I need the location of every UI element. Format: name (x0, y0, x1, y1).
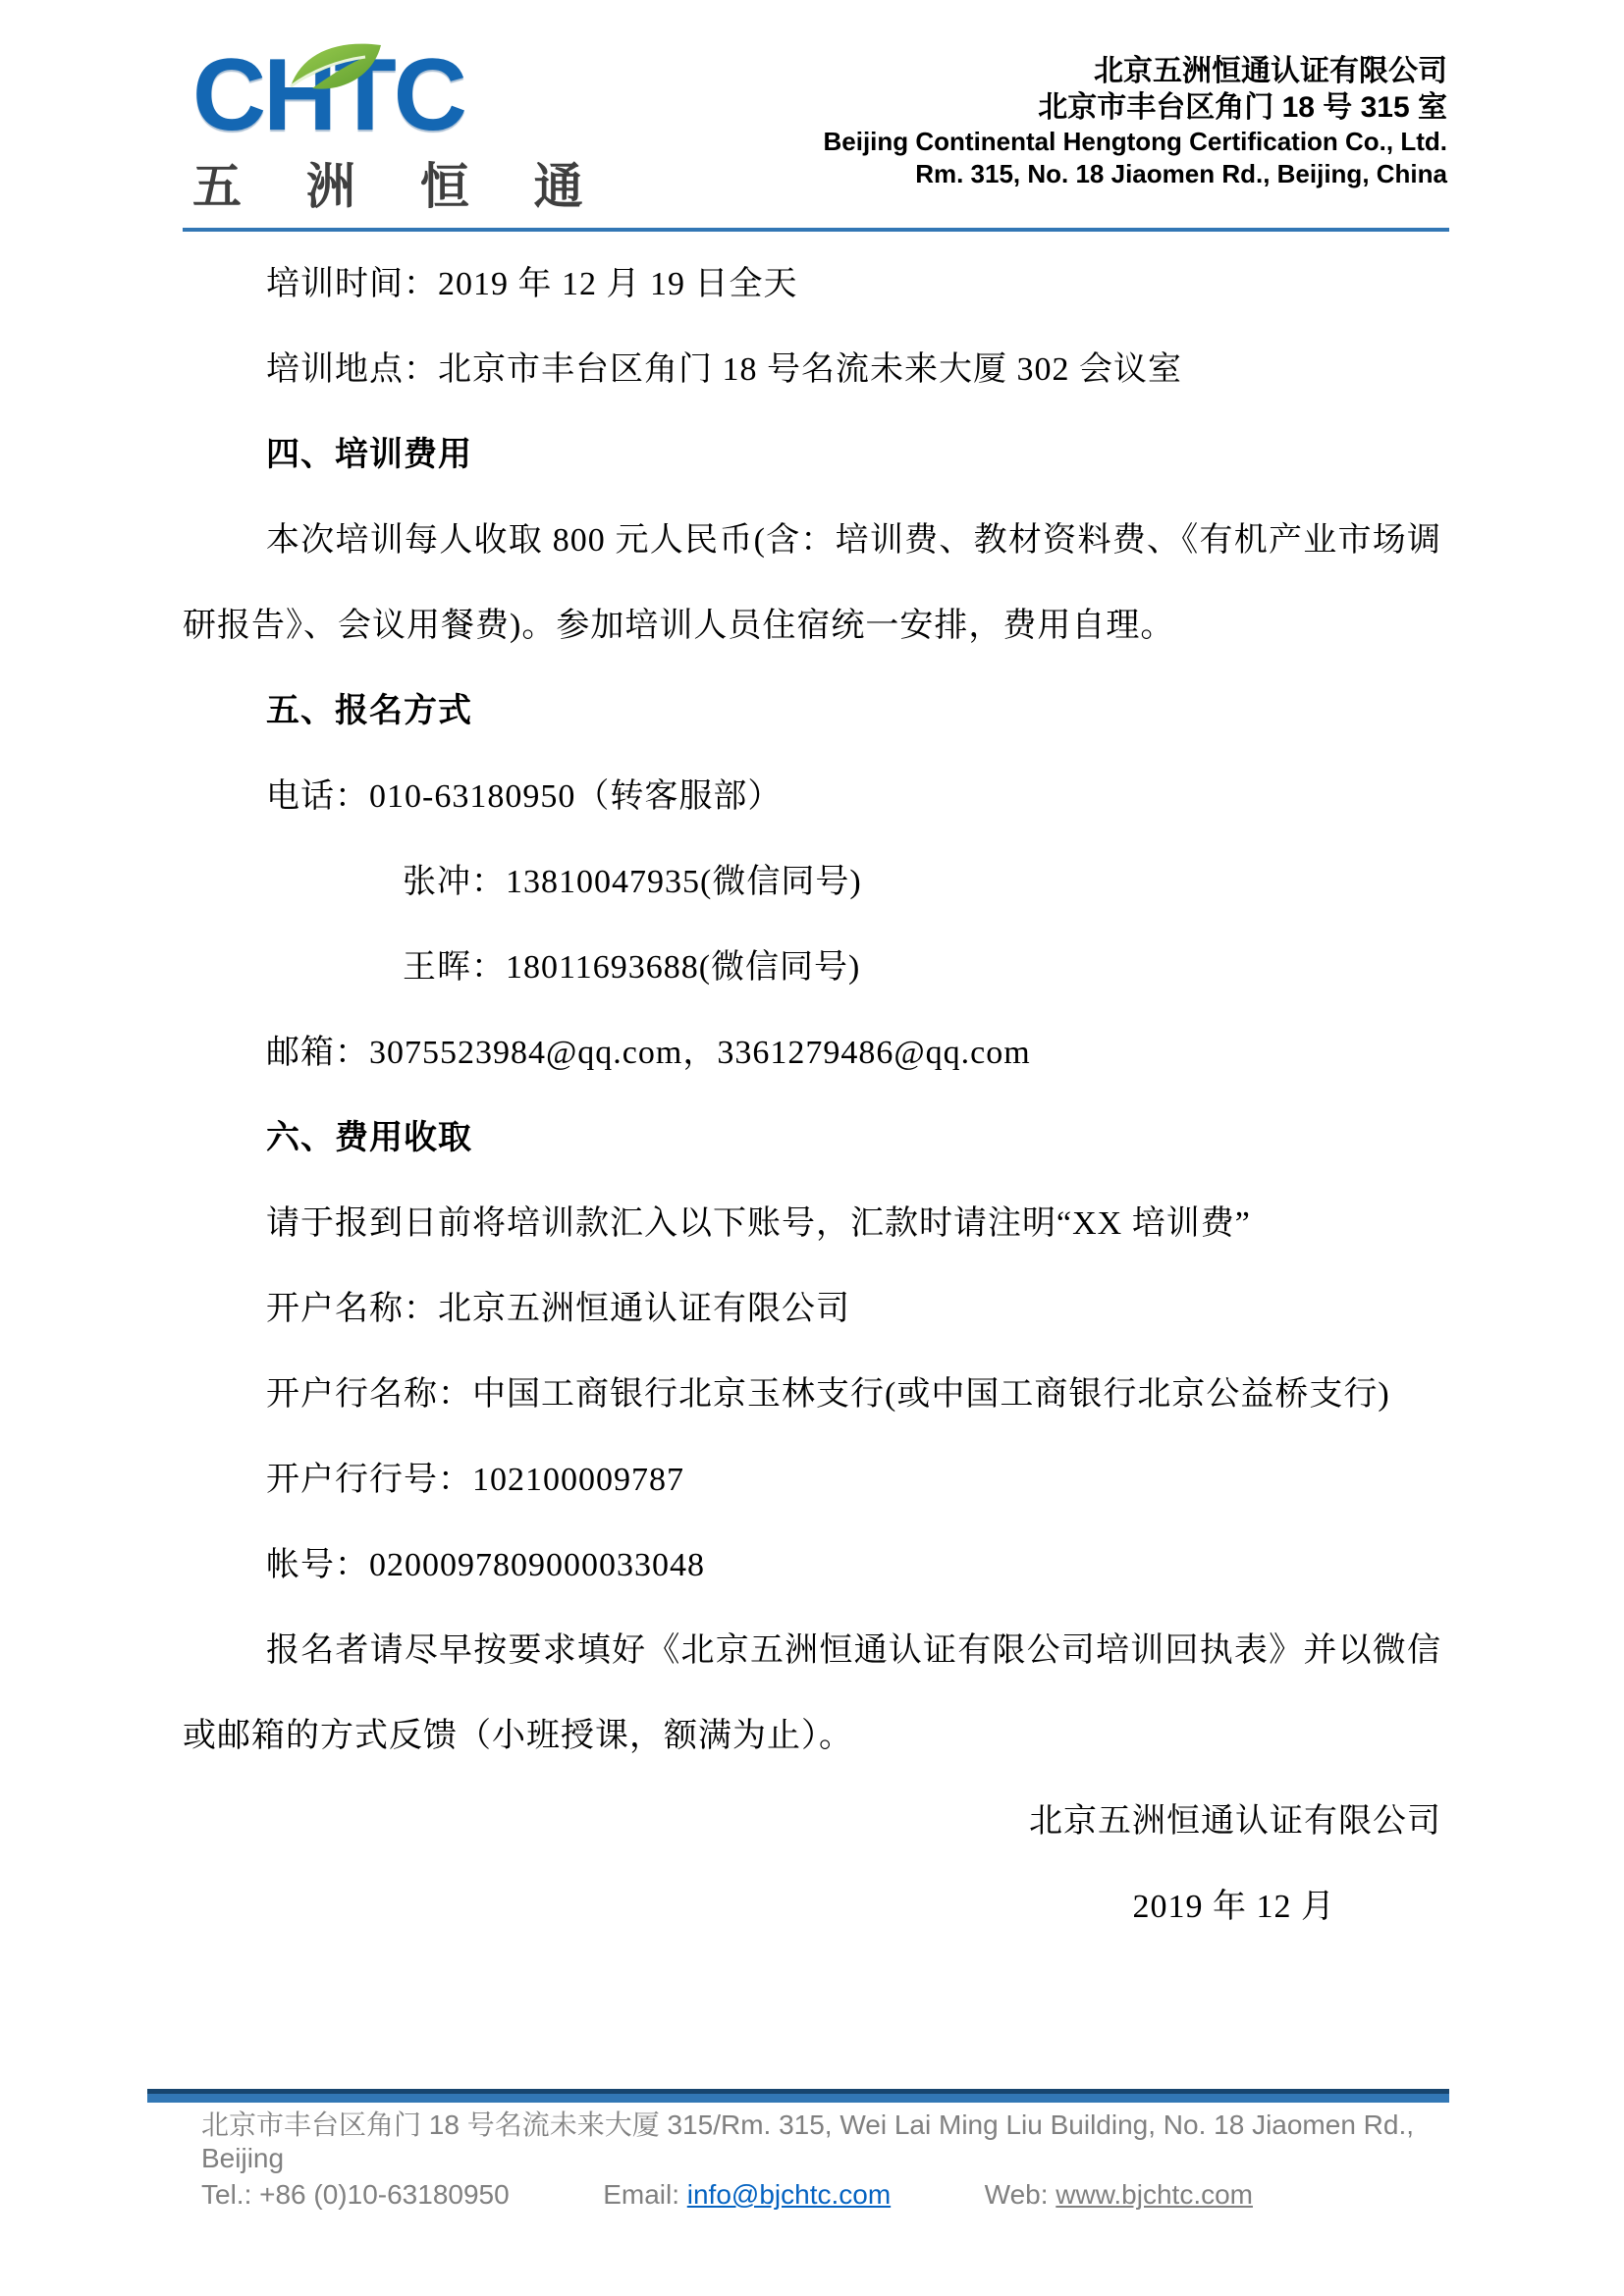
footer-divider-bar (147, 2089, 1449, 2103)
footer-address: 北京市丰台区角门 18 号名流未来大厦 315/Rm. 315, Wei Lai Ming Liu Building, No. 18 Jiaomen Rd., Beijing (201, 2109, 1415, 2173)
para-bank-code: 开户行行号：102100009787 (266, 1461, 684, 1498)
page-header (0, 0, 1624, 218)
logo-chinese-name: 五 洲 恒 通 (192, 158, 609, 214)
header-company-en: Beijing Continental Hengtong Certification Co., Ltd. (823, 127, 1447, 156)
signature-date: 2019 年 12 月 (1132, 1888, 1335, 1925)
footer-web-label: Web: (984, 2179, 1056, 2210)
footer-web-link[interactable]: www.bjchtc.com (1056, 2179, 1253, 2210)
footer-web-group (985, 2177, 1253, 2213)
footer-email-group (603, 2177, 891, 2213)
header-address-cn: 北京市丰台区角门 18 号 315 室 (1038, 91, 1447, 124)
header-company-cn: 北京五洲恒通认证有限公司 (1094, 55, 1447, 87)
para-training-time: 培训时间：2019 年 12 月 19 日全天 (266, 265, 798, 302)
section-4-title: 四、培训费用 (266, 436, 472, 473)
header-contact-block (823, 51, 1447, 190)
section-6-title: 六、费用收取 (266, 1119, 472, 1156)
section-5-title: 五、报名方式 (266, 692, 472, 729)
section-4-paragraph: 本次培训每人收取 800 元人民币(含：培训费、教材资料费、《有机产业市场调研报告》、会议用餐费)。参加培训人员住宿统一安排，费用自理。 (183, 521, 1441, 644)
para-payment-note: 请于报到日前将培训款汇入以下账号，汇款时请注明“XX 培训费” (266, 1204, 1251, 1242)
para-contact-zhangchong: 张冲：13810047935(微信同号) (403, 863, 862, 900)
para-training-location: 培训地点：北京市丰台区角门 18 号名流未来大厦 302 会议室 (266, 350, 1182, 388)
footer-contact-row (147, 2175, 1449, 2213)
para-account-name: 开户名称：北京五洲恒通认证有限公司 (266, 1290, 850, 1327)
para-closing: 报名者请尽早按要求填好《北京五洲恒通认证有限公司培训回执表》并以微信或邮箱的方式反馈（小班授课，额满为止）。 (183, 1631, 1441, 1754)
para-email: 邮箱：3075523984@qq.com，3361279486@qq.com (266, 1034, 1031, 1071)
footer-email-label: Email: (603, 2179, 687, 2210)
footer-tel: Tel.: +86 (0)10-63180950 (201, 2179, 510, 2210)
document-body (0, 232, 1624, 1949)
page-footer (147, 2089, 1449, 2213)
para-contact-wanghui: 王晖：18011693688(微信同号) (403, 948, 861, 986)
footer-email-link[interactable]: info@bjchtc.com (686, 2179, 892, 2210)
para-phone: 电话：010-63180950（转客服部） (266, 777, 783, 815)
signature-company: 北京五洲恒通认证有限公司 (1029, 1802, 1441, 1840)
header-address-en: Rm. 315, No. 18 Jiaomen Rd., Beijing, China (915, 159, 1447, 188)
para-account-number: 帐号：0200097809000033048 (266, 1546, 705, 1583)
logo-acronym: CHTC (192, 38, 464, 152)
company-logo (192, 38, 609, 218)
leaf-icon (283, 35, 391, 104)
para-bank-name: 开户行名称：中国工商银行北京玉林支行(或中国工商银行北京公益桥支行) (266, 1375, 1390, 1413)
